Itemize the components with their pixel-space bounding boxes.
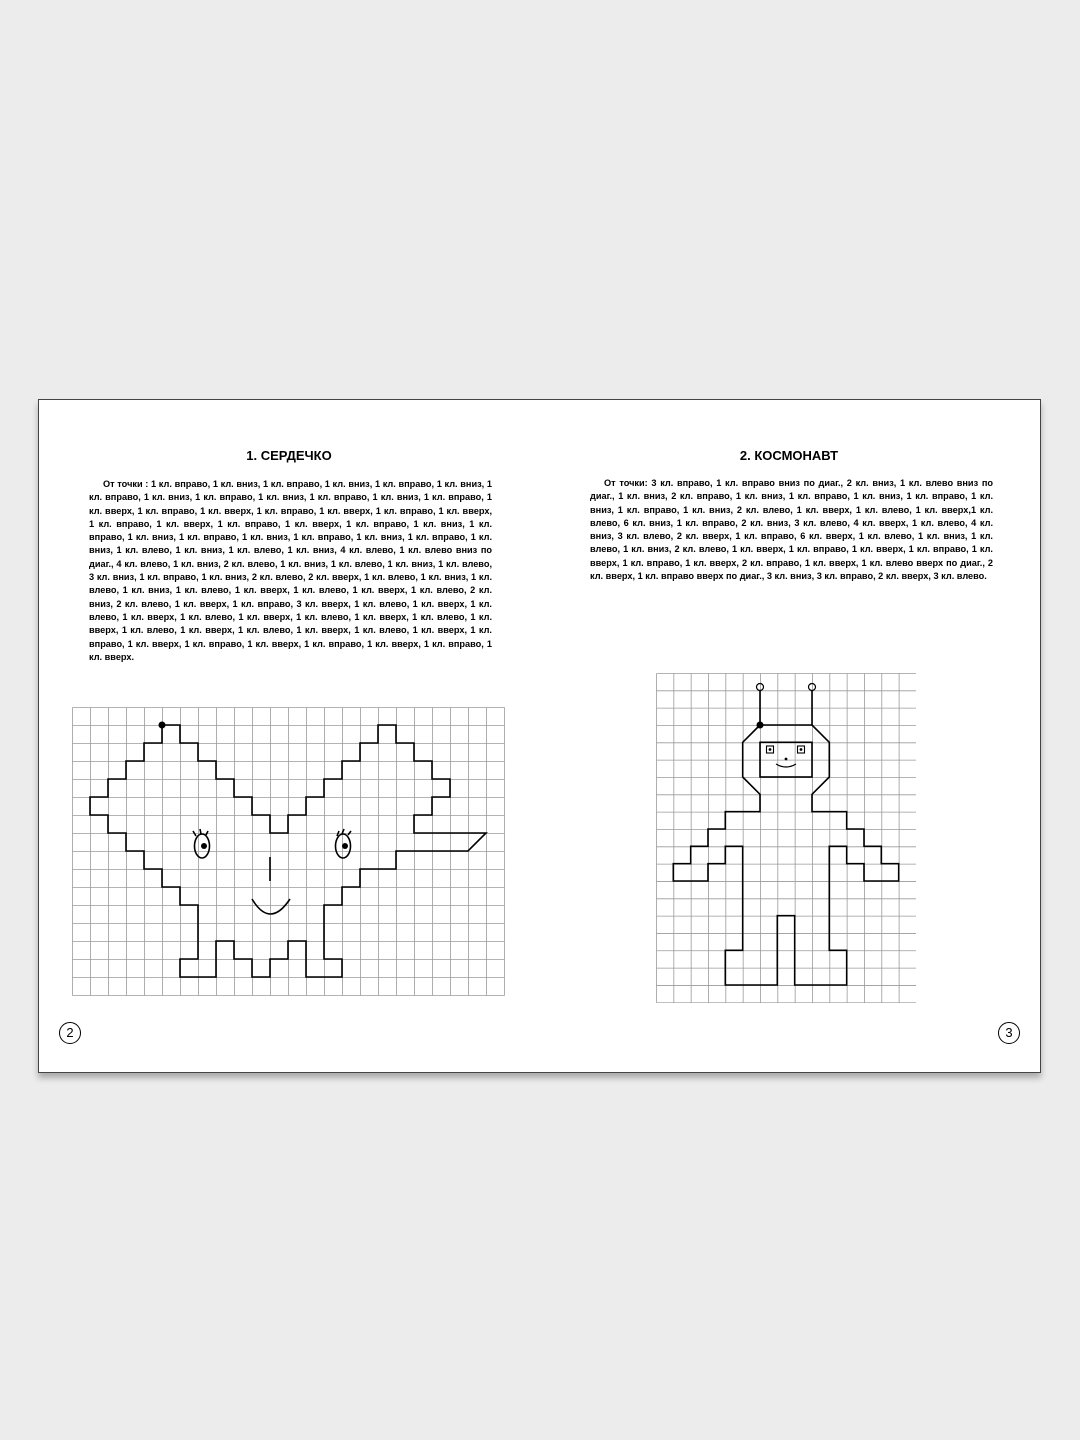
cosmonaut-grid-figure (656, 673, 916, 1003)
left-pupil (769, 748, 772, 751)
right-pupil (342, 843, 348, 849)
right-page-number: 3 (998, 1022, 1020, 1044)
left-page-instructions (89, 478, 492, 664)
cosmonaut-start-dot (757, 722, 764, 729)
left-page-lead: От точки : (103, 479, 149, 489)
cosmonaut-grid-lines (657, 674, 917, 1003)
left-page-title: 1. СЕРДЕЧКО (246, 448, 332, 463)
left-antenna-tip (757, 684, 764, 691)
left-pupil (201, 843, 207, 849)
book-spread (38, 399, 1041, 1073)
smile (252, 899, 290, 914)
heart-grid-figure (72, 707, 505, 1004)
heart-start-dot (159, 722, 166, 729)
left-page-instructions-text: 1 кл. вправо, 1 кл. вниз, 1 кл. вправо, 1 кл. вниз, 1 кл. вправо, 1 кл. вниз, 1 кл. вправо, 1 кл. вниз, 1 кл. вправо, 1 кл. вниз, 1 кл. вправо, 1 кл. вниз, 1 кл. вправо, 1 кл. вверх, 1 кл. вправо, 1 кл. вверх, 1 кл. вправо, 1 кл. вверх, 1 кл. вправо, 1 кл. вверх, 1 кл. вправо, 1 кл. вверх, 1 кл. вправо, 1 кл. вверх, 1 кл. вправо, 1 кл. вниз, 1 кл. вправо, 1 кл. вниз, 1 кл. вправо, 1 кл. вниз, 1 кл. вправо, 1 кл. вниз, 1 кл. вправо, 1 кл. вниз, 1 кл. влево, 1 кл. вниз, 1 кл. влево, 1 кл. вниз, 4 кл. влево, 1 кл. влево вниз по диаг., 4 кл. влево, 1 кл. вниз, 2 кл. влево, 1 кл. вниз, 1 кл. влево, 1 кл. вниз, 1 кл. влево, 3 кл. вниз, 1 кл. вправо, 1 кл. вниз, 2 кл. влево, 2 кл. вверх, 1 кл. влево, 1 кл. вниз, 1 кл. влево, 1 кл. вниз, 1 кл. влево, 1 кл. вверх, 1 кл. влево, 1 кл. вверх, 1 кл. влево, 2 кл. вниз, 2 кл. влево, 1 кл. вверх, 1 кл. вправо, 3 кл. вверх, 1 кл. влево, 1 кл. вверх, 1 кл. влево, 1 кл. вверх, 1 кл. влево, 1 кл. вверх, 1 кл. влево, 1 кл. вверх, 1 кл. влево, 1 кл. вверх, 1 кл. влево, 1 кл. вверх, 1 кл. влево, 1 кл. вверх, 1 кл. влево, 1 кл. вверх, 1 кл. вправо, 1 кл. вверх, 1 кл. вправо, 1 кл. вверх, 1 кл. вправо, 1 кл. вверх, 1 кл. вправо, 1 кл. вверх. (89, 479, 492, 662)
nose (785, 758, 788, 761)
heart-outline (90, 725, 486, 977)
right-page-instructions-text: 3 кл. вправо, 1 кл. вправо вниз по диаг., 2 кл. вниз, 1 кл. влево вниз по диаг., 1 кл. вниз, 2 кл. вправо, 1 кл. вниз, 1 кл. вправо, 1 кл. вниз, 1 кл. вправо, 1 кл. вниз, 1 кл. вправо, 1 кл. вниз, 2 кл. влево, 1 кл. вверх, 1 кл. влево, 1 кл. вверх,1 кл. влево, 6 кл. вниз, 1 кл. вправо, 2 кл. вниз, 3 кл. влево, 4 кл. вверх, 1 кл. влево, 4 кл. вниз, 3 кл. влево, 2 кл. вверх, 1 кл. вправо, 6 кл. вверх, 1 кл. влево, 1 кл. вниз, 1 кл. влево, 1 кл. вниз, 2 кл. влево, 1 кл. вверх, 1 кл. вправо, 1 кл. вверх, 1 кл. вправо, 1 кл. вверх, 1 кл. вправо, 1 кл. вверх, 2 кл. вправо, 1 кл. вверх, 1 кл. влево вверх по диаг., 2 кл. вверх, 1 кл. вправо вверх по диаг., 3 кл. вниз, 3 кл. вправо, 2 кл. вверх, 3 кл. влево. (590, 478, 993, 582)
right-pupil (800, 748, 803, 751)
right-page-lead: От точки: (604, 478, 648, 488)
cosmonaut-outline (673, 725, 898, 985)
right-antenna-tip (809, 684, 816, 691)
right-page-title: 2. КОСМОНАВТ (739, 448, 839, 463)
mouth (776, 764, 796, 767)
right-page-instructions (590, 477, 993, 583)
left-page-number: 2 (59, 1022, 81, 1044)
